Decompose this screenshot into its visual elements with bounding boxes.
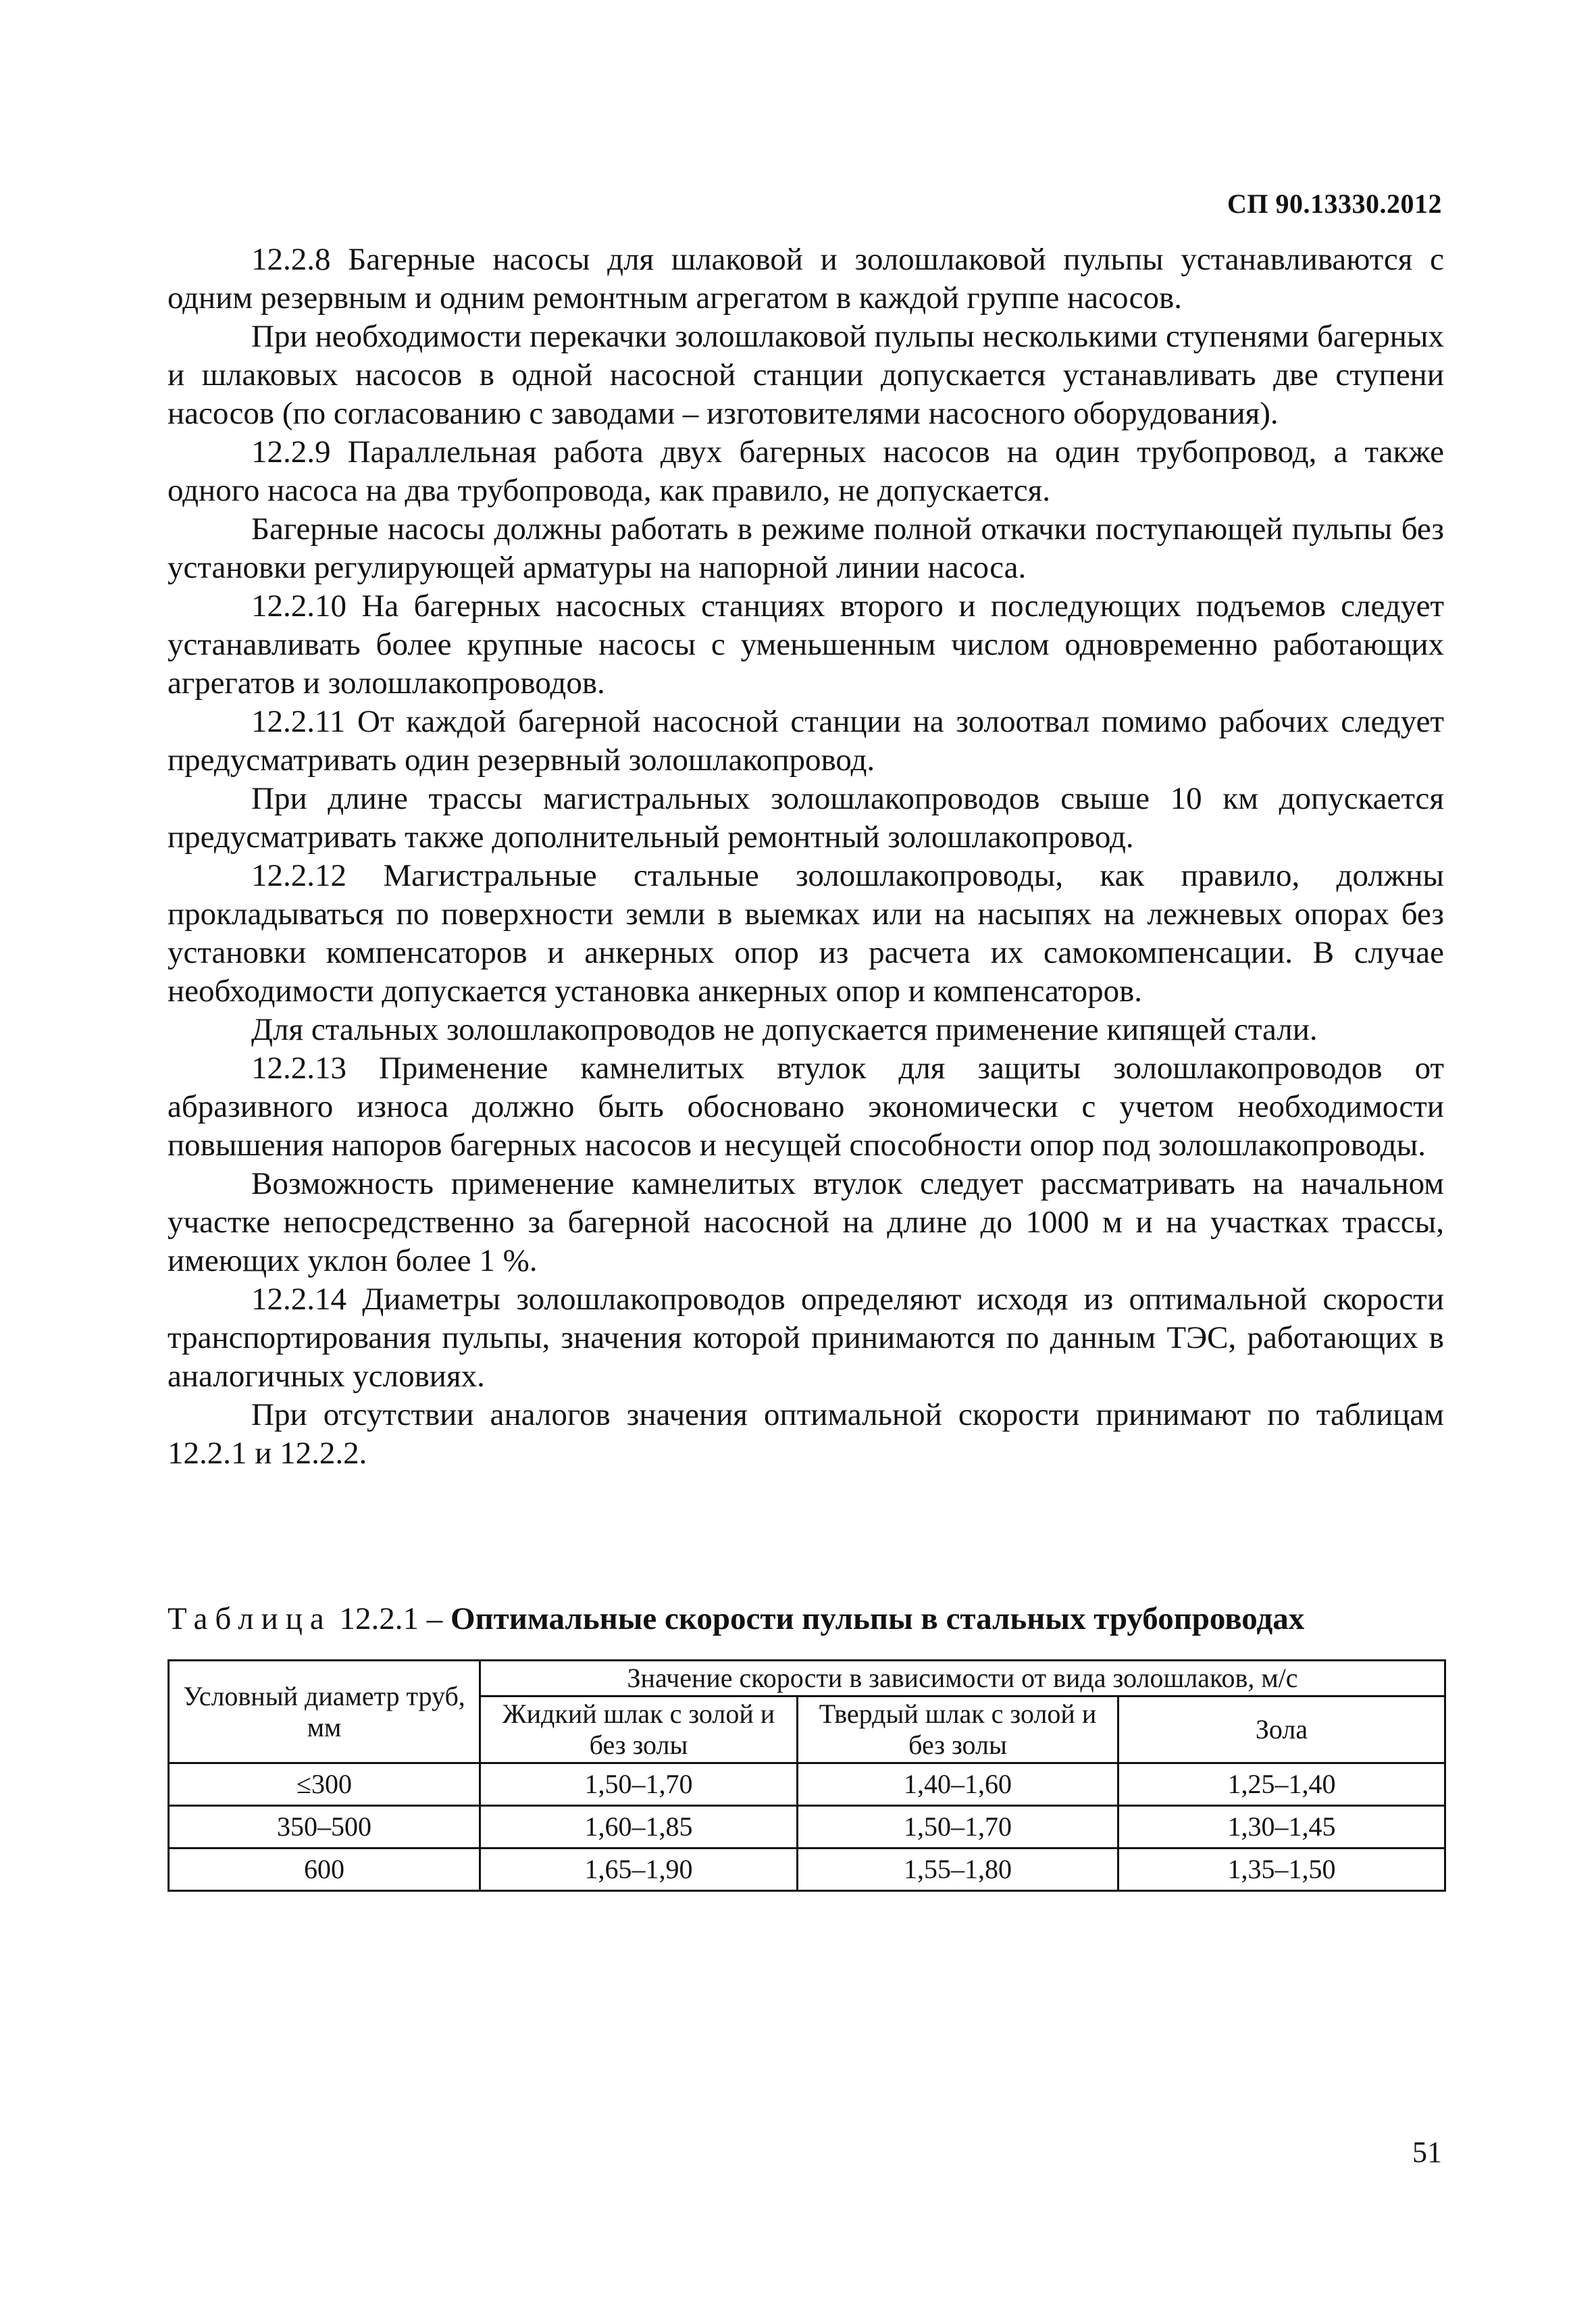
document-code: СП 90.13330.2012 [1227, 188, 1442, 219]
table-header-row [169, 1661, 1445, 1696]
cell-value: 1,55–1,80 [798, 1848, 1118, 1891]
table-caption [168, 1600, 1444, 1638]
page-number: 51 [1412, 2136, 1442, 2169]
cell-value: 1,50–1,70 [480, 1763, 798, 1806]
table-row [169, 1763, 1445, 1806]
header-solid-slag: Твердый шлак с золой и без золы [798, 1696, 1118, 1763]
cell-value: 1,40–1,60 [798, 1763, 1118, 1806]
paragraph: При длине трассы магистральных золошлакопроводов свыше 10 км допускается предусматривать также дополнительный ремонтный золошлакопровод. [168, 781, 1444, 855]
header-ash: Зола [1118, 1696, 1445, 1763]
cell-value: 1,25–1,40 [1118, 1763, 1445, 1806]
cell-diameter: 350–500 [169, 1806, 480, 1848]
paragraph-12-2-8: 12.2.8 Багерные насосы для шлаковой и золошлаковой пульпы устанавливаются с одним резервным и одним ремонтным агрегатом в каждой группе насосов. [168, 242, 1444, 316]
paragraph: При отсутствии аналогов значения оптимальной скорости принимают по таблицам 12.2.1 и 12.2.2. [168, 1397, 1444, 1471]
paragraph-12-2-13: 12.2.13 Применение камнелитых втулок для защиты золошлакопроводов от абразивного износа должно быть обосновано экономически с учетом необходимости повышения напоров багерных насосов и несущей способности опор под золошлакопроводы. [168, 1051, 1444, 1163]
body-text [168, 241, 1444, 1473]
paragraph: Багерные насосы должны работать в режиме полной откачки поступающей пульпы без установки регулирующей арматуры на напорной линии насоса. [168, 511, 1444, 585]
paragraph: При необходимости перекачки золошлаковой пульпы несколькими ступенями багерных и шлаковых насосов в одной насосной станции допускается устанавливать две ступени насосов (по согласованию с заводами – изготовителями насосного оборудования). [168, 319, 1444, 431]
cell-value: 1,35–1,50 [1118, 1848, 1445, 1891]
cell-value: 1,50–1,70 [798, 1806, 1118, 1848]
table-caption-title: Оптимальные скорости пульпы в стальных трубопроводах [451, 1601, 1305, 1636]
header-velocity-group: Значение скорости в зависимости от вида золошлаков, м/с [480, 1661, 1445, 1696]
paragraph-12-2-10: 12.2.10 На багерных насосных станциях второго и последующих подъемов следует устанавливать более крупные насосы с уменьшенным числом одновременно работающих агрегатов и золошлакопроводов. [168, 588, 1444, 701]
paragraph-12-2-9: 12.2.9 Параллельная работа двух багерных насосов на один трубопровод, а также одного насоса на два трубопровода, как правило, не допускается. [168, 434, 1444, 508]
table-row [169, 1848, 1445, 1891]
paragraph-12-2-12: 12.2.12 Магистральные стальные золошлакопроводы, как правило, должны прокладываться по поверхности земли в выемках или на насыпях на лежневых опорах без установки компенсаторов и анкерных опор из расчета их самокомпенсации. В случае необходимости допускается установка анкерных опор и компенсаторов. [168, 858, 1444, 1009]
paragraph-12-2-14: 12.2.14 Диаметры золошлакопроводов определяют исходя из оптимальной скорости транспортирования пульпы, значения которой принимаются по данным ТЭС, работающих в аналогичных условиях. [168, 1282, 1444, 1394]
table-caption-number: 12.2.1 – [339, 1601, 443, 1636]
cell-diameter: ≤300 [169, 1763, 480, 1806]
velocity-table [168, 1659, 1446, 1892]
paragraph: Возможность применение камнелитых втулок следует рассматривать на начальном участке непосредственно за багерной насосной на длине до 1000 м и на участках трассы, имеющих уклон более 1 %. [168, 1166, 1444, 1278]
table-caption-lead: Таблица [168, 1601, 332, 1636]
cell-value: 1,60–1,85 [480, 1806, 798, 1848]
paragraph-12-2-11: 12.2.11 От каждой багерной насосной станции на золоотвал помимо рабочих следует предусматривать один резервный золошлакопровод. [168, 704, 1444, 778]
table-row [169, 1806, 1445, 1848]
header-liquid-slag: Жидкий шлак с золой и без золы [480, 1696, 798, 1763]
cell-value: 1,30–1,45 [1118, 1806, 1445, 1848]
cell-value: 1,65–1,90 [480, 1848, 798, 1891]
cell-diameter: 600 [169, 1848, 480, 1891]
paragraph: Для стальных золошлакопроводов не допускается применение кипящей стали. [251, 1012, 1318, 1047]
header-diameter: Условный диаметр труб, мм [169, 1661, 480, 1763]
